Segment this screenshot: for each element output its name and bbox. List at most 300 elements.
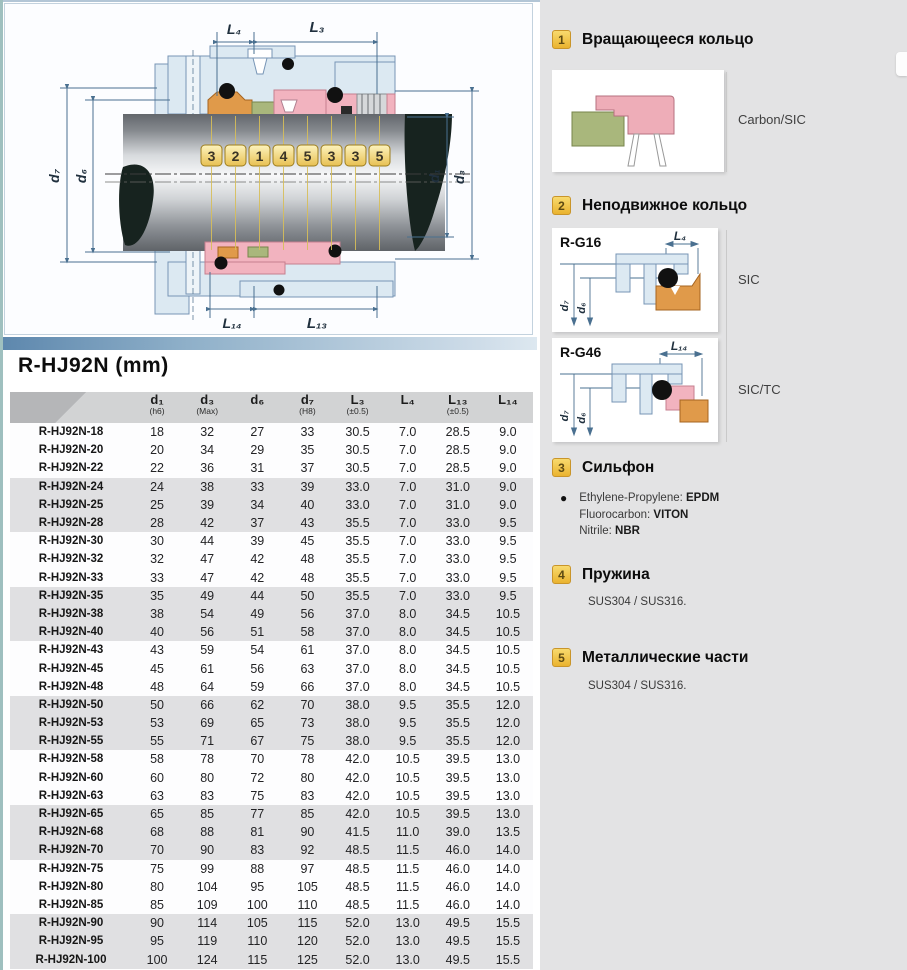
cell-value: 67: [250, 734, 265, 749]
cell-value: 85: [200, 807, 215, 822]
metal-material-note: SUS304 / SUS316.: [588, 680, 687, 692]
cell-value: 119: [197, 934, 218, 949]
cell-value: 56: [250, 661, 265, 676]
cell-value: 42.0: [345, 807, 370, 822]
cell-value: 85: [150, 897, 165, 912]
cell-value: 105: [246, 916, 268, 931]
table-row: [10, 496, 533, 514]
cell-model: R-HJ92N-95: [38, 935, 104, 948]
cell-value: 12.0: [495, 716, 521, 731]
cell-value: 62: [250, 697, 265, 712]
cell-model: R-HJ92N-70: [38, 844, 104, 857]
cell-value: 35.5: [345, 552, 370, 567]
dim-label-l14: L₁₄: [222, 315, 242, 331]
cell-value: 42: [200, 516, 215, 531]
cell-value: 90: [150, 916, 165, 931]
item-number-badge: 3: [552, 458, 571, 477]
cell-value: 9.5: [398, 716, 417, 731]
cell-value: 38.0: [345, 734, 370, 749]
cell-model: R-HJ92N-58: [38, 753, 104, 766]
cell-value: 99: [200, 861, 215, 876]
cell-value: 9.5: [499, 516, 517, 531]
cell-value: 35: [300, 443, 315, 458]
cell-value: 48: [300, 570, 315, 585]
cell-value: 39.5: [445, 770, 470, 785]
cell-value: 10.5: [395, 807, 420, 822]
legend-item-rotating-ring: [552, 30, 754, 49]
cell-value: 39: [300, 479, 315, 494]
table-row: [10, 950, 533, 968]
cell-value: 34.5: [445, 606, 470, 621]
cell-value: 34: [250, 497, 265, 512]
cell-value: 37.0: [345, 625, 370, 640]
cell-value: 44: [250, 588, 265, 603]
cell-value: 31.0: [445, 479, 470, 494]
cell-value: 48.5: [345, 843, 370, 858]
separator: [726, 230, 727, 442]
cell-value: 28: [150, 516, 165, 531]
cell-model: R-HJ92N-25: [38, 498, 104, 511]
cell-value: 47: [200, 552, 215, 567]
cell-model: R-HJ92N-80: [38, 880, 104, 893]
cell-value: 9.5: [499, 570, 517, 585]
cell-value: 59: [200, 643, 215, 658]
cell-value: 38: [200, 479, 215, 494]
cell-value: 28.5: [445, 461, 470, 476]
cell-value: 12.0: [495, 697, 521, 712]
cell-model: R-HJ92N-33: [38, 571, 104, 584]
cell-value: 58: [150, 752, 165, 767]
cell-value: 125: [297, 952, 318, 967]
cell-value: 31: [250, 461, 265, 476]
cell-model: R-HJ92N-22: [38, 462, 104, 475]
material-caption: SIC/TC: [738, 382, 781, 397]
part-tag-number: 5: [375, 148, 384, 164]
cell-value: 14.0: [495, 843, 521, 858]
cell-model: R-HJ92N-28: [38, 517, 104, 530]
cell-value: 13.0: [495, 752, 521, 767]
cell-value: 9.5: [398, 697, 417, 712]
cell-value: 43: [300, 516, 315, 531]
cell-value: 8.0: [398, 625, 417, 640]
table-row: [10, 932, 533, 950]
cell-value: 75: [150, 861, 165, 876]
table-row: [10, 678, 533, 696]
o-ring-dot: [282, 58, 294, 70]
cell-value: 71: [200, 734, 215, 749]
cell-value: 33.0: [445, 588, 470, 603]
item-number-badge: 2: [552, 196, 571, 215]
table-row: [10, 787, 533, 805]
table-row: [10, 805, 533, 823]
cell-value: 39.5: [445, 788, 470, 803]
cell-value: 7.0: [398, 570, 417, 585]
cell-value: 70: [150, 843, 165, 858]
cell-value: 80: [300, 770, 315, 785]
cell-value: 95: [250, 879, 265, 894]
table-corner-cell: [10, 392, 132, 423]
cell-value: 8.0: [398, 606, 417, 621]
cell-value: 48: [150, 679, 165, 694]
cell-value: 35.5: [345, 588, 370, 603]
o-ring-dot: [327, 87, 343, 103]
cell-value: 15.5: [495, 916, 521, 931]
cell-value: 85: [300, 807, 315, 822]
table-row: [10, 441, 533, 459]
cell-value: 25: [150, 497, 165, 512]
cell-value: 88: [200, 825, 215, 840]
part-tag-number: 3: [351, 148, 360, 164]
cell-value: 120: [297, 934, 318, 949]
cell-model: R-HJ92N-32: [38, 553, 104, 566]
cell-value: 33: [250, 479, 265, 494]
separator: [726, 72, 727, 172]
material-caption: Carbon/SIC: [738, 112, 806, 127]
cell-value: 48.5: [345, 879, 370, 894]
cell-value: 70: [250, 752, 265, 767]
cell-value: 30: [150, 534, 165, 549]
cell-value: 42.0: [345, 770, 370, 785]
legend-sidebar: [540, 0, 907, 970]
spring-material-note: SUS304 / SUS316.: [588, 596, 687, 608]
cell-value: 10.5: [495, 679, 521, 694]
cell-value: 14.0: [495, 861, 521, 876]
cell-value: 13.0: [495, 807, 521, 822]
cell-value: 11.5: [395, 861, 420, 876]
col-header-d7: d₇ (H8): [299, 392, 316, 416]
cell-value: 42.0: [345, 788, 370, 803]
cell-value: 9.0: [499, 461, 517, 476]
cell-model: R-HJ92N-30: [38, 535, 104, 548]
item-number-badge: 5: [552, 648, 571, 667]
cell-model: R-HJ92N-53: [38, 717, 104, 730]
cell-value: 59: [250, 679, 265, 694]
col-header-l13: L₁₃ (±0.5): [446, 392, 469, 416]
col-header-l14: L₁₄: [498, 392, 518, 407]
cell-value: 48.5: [345, 861, 370, 876]
cell-value: 40: [150, 625, 165, 640]
cell-value: 7.0: [398, 588, 417, 603]
cell-value: 104: [196, 879, 218, 894]
cell-value: 15.5: [495, 934, 521, 949]
cell-value: 42: [250, 552, 265, 567]
scroll-tab[interactable]: [896, 52, 907, 76]
col-header-l3: L₃ (±0.5): [346, 392, 369, 416]
table-row: [10, 714, 533, 732]
cell-value: 10.5: [395, 788, 420, 803]
cell-value: 36: [200, 461, 215, 476]
cell-value: 9.5: [499, 552, 517, 567]
cell-value: 9.0: [499, 425, 517, 440]
cell-value: 75: [250, 788, 265, 803]
cell-value: 46.0: [445, 843, 470, 858]
table-row: [10, 750, 533, 768]
cell-value: 35: [150, 588, 165, 603]
cell-value: 42.0: [345, 752, 370, 767]
cell-value: 63: [150, 788, 165, 803]
cell-value: 35.5: [345, 534, 370, 549]
col-header-d6: d₆: [250, 392, 265, 407]
dim-label-d1: d₁: [426, 169, 442, 183]
legend-item-metal-parts: [552, 648, 748, 667]
seal-cross-section-diagram: [4, 3, 533, 335]
dimension-table: [10, 392, 533, 969]
table-row: [10, 896, 533, 914]
table-row: [10, 532, 533, 550]
dim-label-l13: L₁₃: [306, 315, 328, 332]
table-row: [10, 459, 533, 477]
table-row: [10, 605, 533, 623]
cell-value: 13.0: [495, 788, 521, 803]
svg-text:d₆: d₆: [576, 302, 588, 314]
cell-value: 10.5: [395, 752, 420, 767]
cell-value: 10.5: [495, 625, 521, 640]
cell-value: 88: [250, 861, 265, 876]
item-title: Сильфон: [582, 458, 655, 476]
cell-value: 45: [150, 661, 165, 676]
cell-value: 14.0: [495, 879, 521, 894]
cell-value: 35.5: [445, 716, 470, 731]
cell-value: 34: [200, 443, 215, 458]
cell-value: 34.5: [445, 643, 470, 658]
cell-value: 58: [300, 625, 315, 640]
table-row: [10, 641, 533, 659]
cell-value: 83: [250, 843, 265, 858]
cell-value: 34.5: [445, 625, 470, 640]
cell-value: 13.0: [395, 952, 420, 967]
cell-value: 32: [200, 425, 215, 440]
cell-value: 30.5: [345, 425, 370, 440]
rotating-ring-image: [552, 70, 724, 172]
cell-value: 38.0: [345, 697, 370, 712]
cell-value: 46.0: [445, 861, 470, 876]
cell-model: R-HJ92N-40: [38, 626, 104, 639]
cell-value: 80: [200, 770, 215, 785]
table-row: [10, 478, 533, 496]
cell-value: 9.5: [398, 734, 417, 749]
cell-value: 39: [250, 534, 265, 549]
cell-value: 54: [250, 643, 265, 658]
cell-value: 13.0: [395, 934, 420, 949]
table-row: [10, 514, 533, 532]
cell-value: 70: [300, 697, 315, 712]
cell-model: R-HJ92N-35: [38, 589, 104, 602]
cell-value: 7.0: [398, 443, 417, 458]
cell-value: 37.0: [345, 679, 370, 694]
item-title: Металлические части: [582, 648, 749, 666]
left-edge-line: [0, 0, 3, 970]
cell-value: 35.5: [445, 697, 470, 712]
table-row: [10, 696, 533, 714]
cell-value: 44: [200, 534, 215, 549]
cell-value: 53: [150, 716, 165, 731]
cell-value: 9.5: [499, 588, 517, 603]
cell-value: 52.0: [345, 916, 370, 931]
col-header-d1: d₁ (h6): [149, 392, 165, 416]
item-title: Неподвижное кольцо: [582, 196, 748, 214]
cell-value: 75: [300, 734, 315, 749]
cell-value: 37.0: [345, 661, 370, 676]
cell-value: 43: [150, 643, 165, 658]
cell-value: 33: [150, 570, 165, 585]
cell-value: 90: [200, 843, 215, 858]
cell-value: 105: [297, 879, 318, 894]
table-header-row: [10, 392, 533, 423]
cell-value: 41.5: [345, 825, 370, 840]
cell-value: 68: [150, 825, 165, 840]
cell-value: 33.0: [445, 570, 470, 585]
cell-value: 37.0: [345, 606, 370, 621]
cell-value: 49.5: [445, 934, 470, 949]
cell-value: 56: [300, 606, 315, 621]
cell-value: 80: [150, 879, 165, 894]
cell-value: 7.0: [398, 497, 417, 512]
cell-value: 97: [300, 861, 315, 876]
dim-label-d7: d₇: [46, 169, 62, 183]
table-row: [10, 914, 533, 932]
cell-value: 72: [250, 770, 265, 785]
cell-value: 54: [200, 606, 215, 621]
cell-value: 9.0: [499, 479, 517, 494]
cell-value: 28.5: [445, 443, 470, 458]
svg-text:d₆: d₆: [576, 412, 588, 424]
cell-value: 37: [250, 516, 265, 531]
cell-value: 95: [150, 934, 165, 949]
cell-value: 15.5: [495, 952, 521, 967]
cell-value: 38.0: [345, 716, 370, 731]
cell-value: 11.5: [395, 843, 420, 858]
cell-value: 49.5: [445, 916, 470, 931]
cell-value: 66: [300, 679, 315, 694]
cell-model: R-HJ92N-18: [38, 426, 104, 439]
item-title: Пружина: [582, 565, 650, 583]
part-tag-number: 4: [279, 148, 288, 164]
cell-value: 10.5: [495, 661, 521, 676]
cell-model: R-HJ92N-48: [38, 680, 104, 693]
bellows-materials: [560, 490, 719, 540]
cell-model: R-HJ92N-55: [38, 735, 104, 748]
dim-label-d6: d₆: [73, 168, 89, 184]
cell-model: R-HJ92N-85: [38, 898, 104, 911]
cell-value: 65: [150, 807, 165, 822]
cell-value: 49: [200, 588, 215, 603]
cell-value: 33.0: [445, 516, 470, 531]
part-tag-number: 3: [207, 148, 216, 164]
cell-value: 100: [246, 897, 268, 912]
table-body: [10, 423, 533, 969]
table-row: [10, 569, 533, 587]
cell-value: 29: [250, 443, 265, 458]
cell-model: R-HJ92N-75: [38, 862, 104, 875]
cell-value: 51: [250, 625, 265, 640]
table-row: [10, 841, 533, 859]
cell-value: 64: [200, 679, 215, 694]
cell-value: 65: [250, 716, 265, 731]
cell-value: 28.5: [445, 425, 470, 440]
cell-value: 9.0: [499, 443, 517, 458]
cell-value: 52.0: [345, 934, 370, 949]
cell-value: 46.0: [445, 897, 470, 912]
dim-label-l4: L₄: [226, 21, 242, 37]
cell-value: 35.5: [345, 516, 370, 531]
cell-value: 40: [300, 497, 315, 512]
table-title: R-HJ92N (mm): [18, 354, 169, 377]
item-title: Вращающееся кольцо: [582, 30, 754, 48]
cell-value: 37.0: [345, 643, 370, 658]
material-line: Ethylene-Propylene: EPDM: [579, 492, 720, 504]
cell-model: R-HJ92N-65: [38, 808, 104, 821]
cell-value: 114: [197, 916, 218, 931]
svg-text:d₇: d₇: [559, 410, 571, 422]
legend-item-spring: [552, 565, 650, 584]
cell-value: 7.0: [398, 479, 417, 494]
table-row: [10, 732, 533, 750]
table-row: [10, 823, 533, 841]
cell-value: 10.5: [495, 606, 521, 621]
material-line: Nitrile: NBR: [579, 525, 640, 537]
cell-value: 33.0: [345, 479, 370, 494]
cell-value: 11.0: [395, 825, 420, 840]
cell-value: 124: [196, 952, 218, 967]
cell-model: R-HJ92N-24: [38, 480, 104, 493]
legend-item-stationary-ring: [552, 196, 747, 215]
cell-value: 78: [200, 752, 215, 767]
part-tag-number: 5: [303, 148, 312, 164]
cell-value: 7.0: [398, 534, 417, 549]
top-edge-line: [0, 0, 540, 2]
cell-value: 35.5: [345, 570, 370, 585]
cell-value: 69: [200, 716, 215, 731]
cell-model: R-HJ92N-45: [38, 662, 104, 675]
cell-value: 73: [300, 716, 315, 731]
cell-value: 7.0: [398, 552, 417, 567]
cell-value: 7.0: [398, 425, 417, 440]
part-tag-number: 3: [327, 148, 336, 164]
table-row: [10, 550, 533, 568]
cell-value: 110: [247, 934, 268, 949]
cell-model: R-HJ92N-90: [38, 917, 104, 930]
cell-value: 10.5: [495, 643, 521, 658]
o-ring-dot: [215, 257, 228, 270]
cell-value: 63: [300, 661, 315, 676]
cell-value: 100: [146, 952, 168, 967]
cell-value: 46.0: [445, 879, 470, 894]
cell-value: 50: [150, 697, 165, 712]
table-row: [10, 860, 533, 878]
cell-value: 9.0: [499, 497, 517, 512]
cell-value: 8.0: [398, 661, 417, 676]
cell-value: 39: [200, 497, 215, 512]
cell-value: 27: [250, 425, 265, 440]
variant-label-rg46: R-G46: [560, 344, 602, 360]
cell-value: 33: [300, 425, 315, 440]
cell-value: 39.0: [445, 825, 470, 840]
cell-value: 56: [200, 625, 215, 640]
section-divider-band: [0, 337, 537, 350]
table-row: [10, 623, 533, 641]
cell-value: 77: [250, 807, 265, 822]
item-number-badge: 4: [552, 565, 571, 584]
cell-value: 83: [300, 788, 315, 803]
cell-value: 48: [300, 552, 315, 567]
part-tag-number: 2: [231, 148, 240, 164]
cell-value: 34.5: [445, 679, 470, 694]
cell-value: 37: [300, 461, 315, 476]
cell-model: R-HJ92N-100: [35, 953, 107, 966]
cell-value: 49: [250, 606, 265, 621]
cell-value: 10.5: [395, 770, 420, 785]
o-ring-dot: [329, 245, 342, 258]
